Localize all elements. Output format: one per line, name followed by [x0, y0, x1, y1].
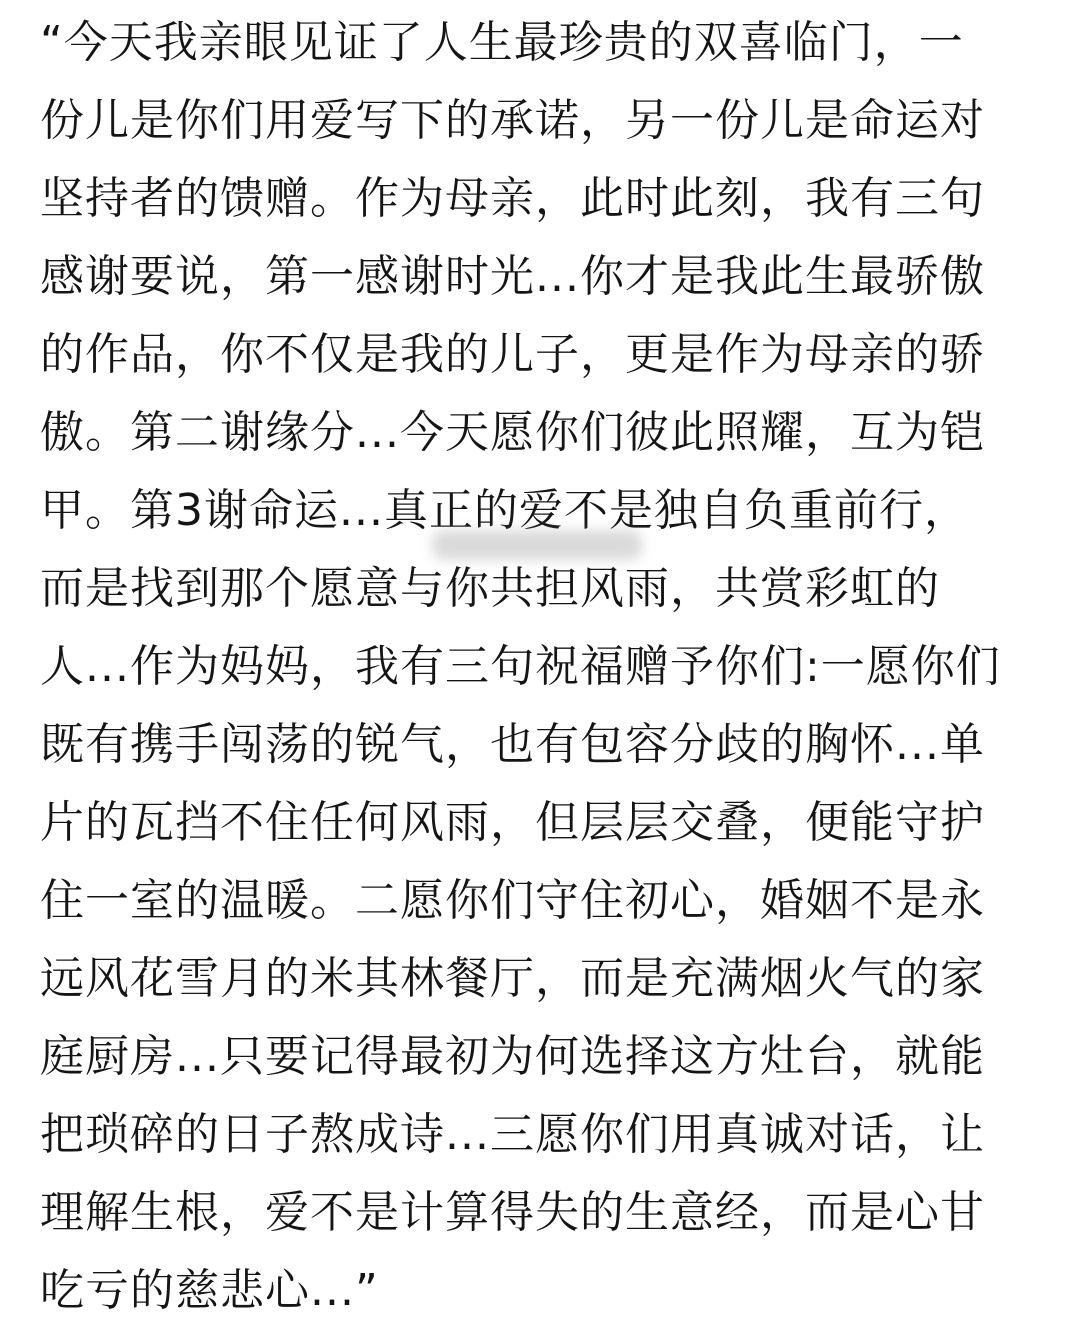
text-line: 吃亏的慈悲心...” — [40, 1265, 379, 1316]
text-line: 份儿是你们用爱写下的承诺，另一份儿是命运对 — [40, 95, 985, 146]
text-line: 庭厨房...只要记得最初为何选择这方灶台，就能 — [40, 1031, 985, 1082]
text-line: 甲。第3谢命运...真正的爱不是独自负重前行， — [40, 485, 969, 536]
text-line: 人...作为妈妈，我有三句祝福赠予你们:一愿你们 — [40, 641, 1001, 692]
text-line: 感谢要说，第一感谢时光...你才是我此生最骄傲 — [40, 251, 985, 302]
text-line: “今天我亲眼见证了人生最珍贵的双喜临门，一 — [40, 17, 964, 68]
text-line: 而是找到那个愿意与你共担风雨，共赏彩虹的 — [40, 563, 940, 614]
text-line: 住一室的温暖。二愿你们守住初心，婚姻不是永 — [40, 875, 985, 926]
text-line: 远风花雪月的米其林餐厅，而是充满烟火气的家 — [40, 953, 985, 1004]
text-line: 理解生根，爱不是计算得失的生意经，而是心甘 — [40, 1187, 985, 1238]
text-line: 既有携手闯荡的锐气，也有包容分歧的胸怀...单 — [40, 719, 985, 770]
text-line: 片的瓦挡不住任何风雨，但层层交叠，便能守护 — [40, 797, 985, 848]
text-line: 的作品，你不仅是我的儿子，更是作为母亲的骄 — [40, 329, 985, 380]
text-line: 坚持者的馈赠。作为母亲，此时此刻，我有三句 — [40, 173, 985, 224]
text-line: 傲。第二谢缘分...今天愿你们彼此照耀，互为铠 — [40, 407, 985, 458]
text-line: 把琐碎的日子熬成诗...三愿你们用真诚对话，让 — [40, 1109, 985, 1160]
